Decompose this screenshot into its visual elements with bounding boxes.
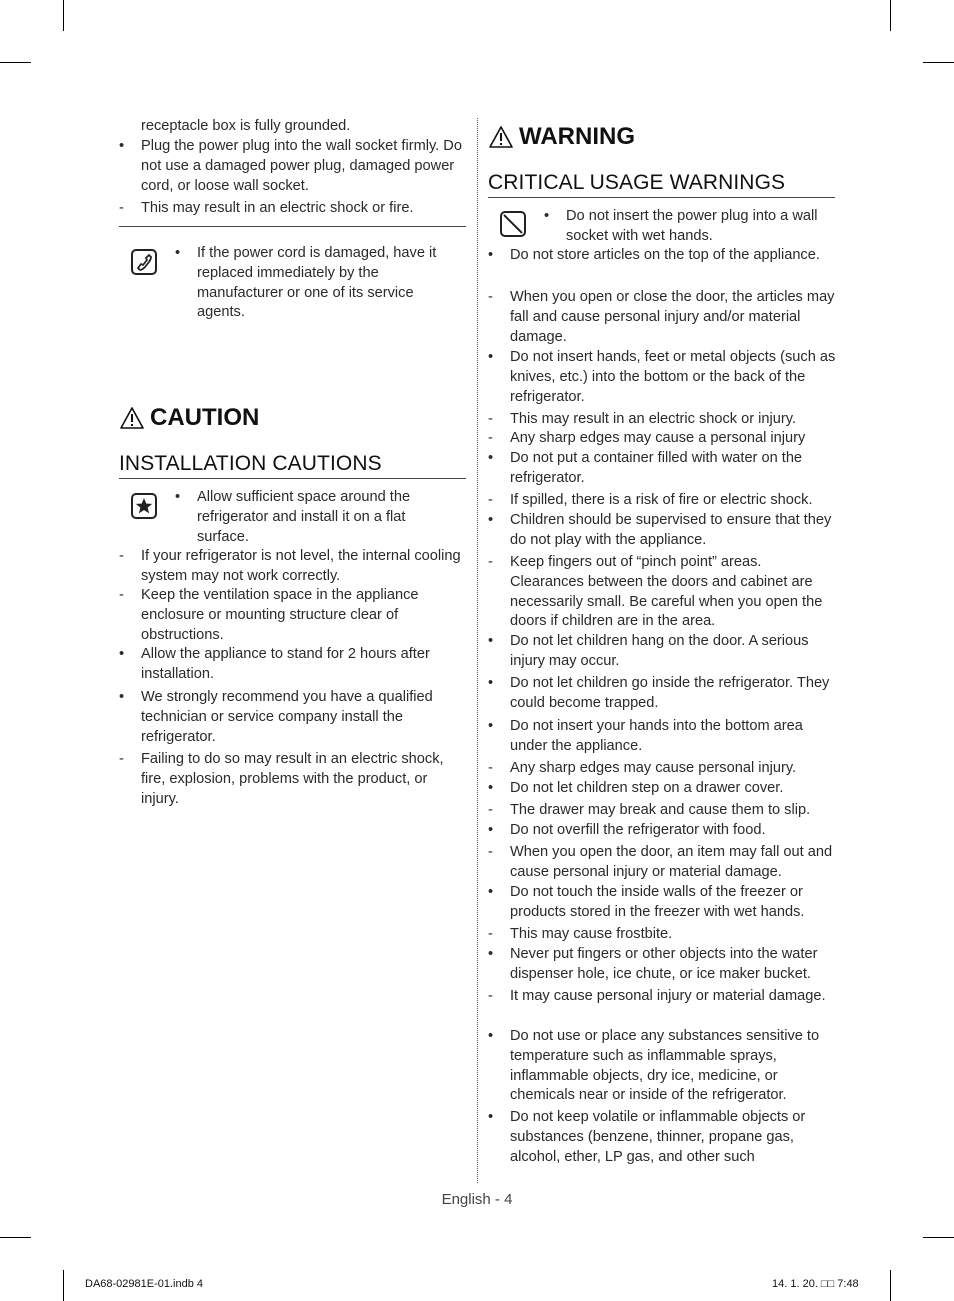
list-item: receptacle box is fully grounded. xyxy=(141,118,351,134)
installation-cautions-heading: INSTALLATION CAUTIONS xyxy=(119,452,382,475)
list-item: • Do not put a container filled with water on the refrigerator. xyxy=(488,450,803,486)
list-item: • Do not insert your hands into the bottom area under the appliance. xyxy=(488,718,803,754)
warning-triangle-icon xyxy=(119,406,145,430)
list-item: - When you open the door, an item may fall out and cause personal injury or material damage. xyxy=(488,844,833,880)
crop-mark xyxy=(63,0,64,31)
list-item: - When you open or close the door, the articles may fall and cause personal injury and/or material damage. xyxy=(488,289,835,345)
star-icon xyxy=(131,493,157,519)
list-item: • Do not touch the inside walls of the freezer or products stored in the freezer with wet hands. xyxy=(488,884,805,920)
list-item: - If spilled, there is a risk of fire or electric shock. xyxy=(488,492,813,508)
list-item: - Failing to do so may result in an electric shock, fire, explosion, problems with the product, or injury. xyxy=(119,751,444,807)
print-date: 14. 1. 20. □□ 7:48 xyxy=(772,1278,859,1290)
caution-heading: CAUTION xyxy=(119,404,259,432)
column-divider xyxy=(477,118,478,1183)
list-item: • Never put fingers or other objects into the water dispenser hole, ice chute, or ice maker bucket. xyxy=(488,946,818,982)
list-item: • Do not let children go inside the refrigerator. They could become trapped. xyxy=(488,675,830,711)
note-item: • Allow sufficient space around the refrigerator and install it on a flat surface. xyxy=(175,489,411,545)
list-item: - This may result in an electric shock or fire. xyxy=(119,200,414,216)
list-item: - This may result in an electric shock or injury. xyxy=(488,411,797,427)
list-item: • Allow the appliance to stand for 2 hours after installation. xyxy=(119,646,430,682)
rule xyxy=(488,197,835,198)
note-item: • Do not insert the power plug into a wall socket with wet hands. xyxy=(544,208,818,244)
list-item: • Do not store articles on the top of the appliance. xyxy=(488,247,820,263)
crop-mark xyxy=(890,1270,891,1301)
list-item: • Do not let children step on a drawer cover. xyxy=(488,780,784,796)
critical-usage-warnings-heading: CRITICAL USAGE WARNINGS xyxy=(488,171,786,194)
list-item: • We strongly recommend you have a qualified technician or service company install the refrigerator. xyxy=(119,689,433,745)
list-item: • Do not keep volatile or inflammable objects or substances (benzene, thinner, propane gas, alcohol, ether, LP gas, and other such xyxy=(488,1109,806,1165)
crop-mark xyxy=(0,62,31,63)
note-item: • If the power cord is damaged, have it replaced immediately by the manufacturer or one of its service agents. xyxy=(175,245,437,321)
list-item: - It may cause personal injury or material damage. xyxy=(488,988,826,1004)
crop-mark xyxy=(0,1237,31,1238)
list-item: - Keep the ventilation space in the appliance enclosure or mounting structure clear of obstructions. xyxy=(119,587,419,643)
crop-mark xyxy=(923,1237,954,1238)
warning-triangle-icon xyxy=(488,125,514,149)
phone-icon xyxy=(131,249,157,275)
rule xyxy=(119,478,466,479)
list-item: - If your refrigerator is not level, the internal cooling system may not work correctly. xyxy=(119,548,461,584)
list-item: - Any sharp edges may cause a personal injury xyxy=(488,430,806,446)
page-number: English - 4 xyxy=(441,1191,513,1208)
crop-mark xyxy=(923,62,954,63)
list-item: - Any sharp edges may cause personal injury. xyxy=(488,760,797,776)
list-item: • Do not let children hang on the door. A serious injury may occur. xyxy=(488,633,809,669)
list-item: • Do not overfill the refrigerator with food. xyxy=(488,822,766,838)
list-item: - Keep fingers out of “pinch point” areas. Clearances between the doors and cabinet are necessarily small. Be careful when you open the doors if children are in the area. xyxy=(488,554,823,630)
crop-mark xyxy=(63,1270,64,1301)
rule xyxy=(119,226,466,227)
prohibited-icon xyxy=(500,211,526,237)
list-item: - This may cause frostbite. xyxy=(488,926,673,942)
list-item: - The drawer may break and cause them to slip. xyxy=(488,802,811,818)
list-item: • Plug the power plug into the wall socket firmly. Do not use a damaged power plug, damaged power cord, or loose wall socket. xyxy=(119,138,462,194)
crop-mark xyxy=(890,0,891,31)
list-item: • Do not insert hands, feet or metal objects (such as knives, etc.) into the bottom or the back of the refrigerator. xyxy=(488,349,836,405)
file-info: DA68-02981E-01.indb 4 xyxy=(85,1278,204,1290)
list-item: • Do not use or place any substances sensitive to temperature such as inflammable sprays, inflammable objects, dry ice, medicine, or chemicals near or inside of the refrigerator. xyxy=(488,1028,820,1104)
list-item: • Children should be supervised to ensure that they do not play with the appliance. xyxy=(488,512,832,548)
warning-heading: WARNING xyxy=(488,123,635,151)
